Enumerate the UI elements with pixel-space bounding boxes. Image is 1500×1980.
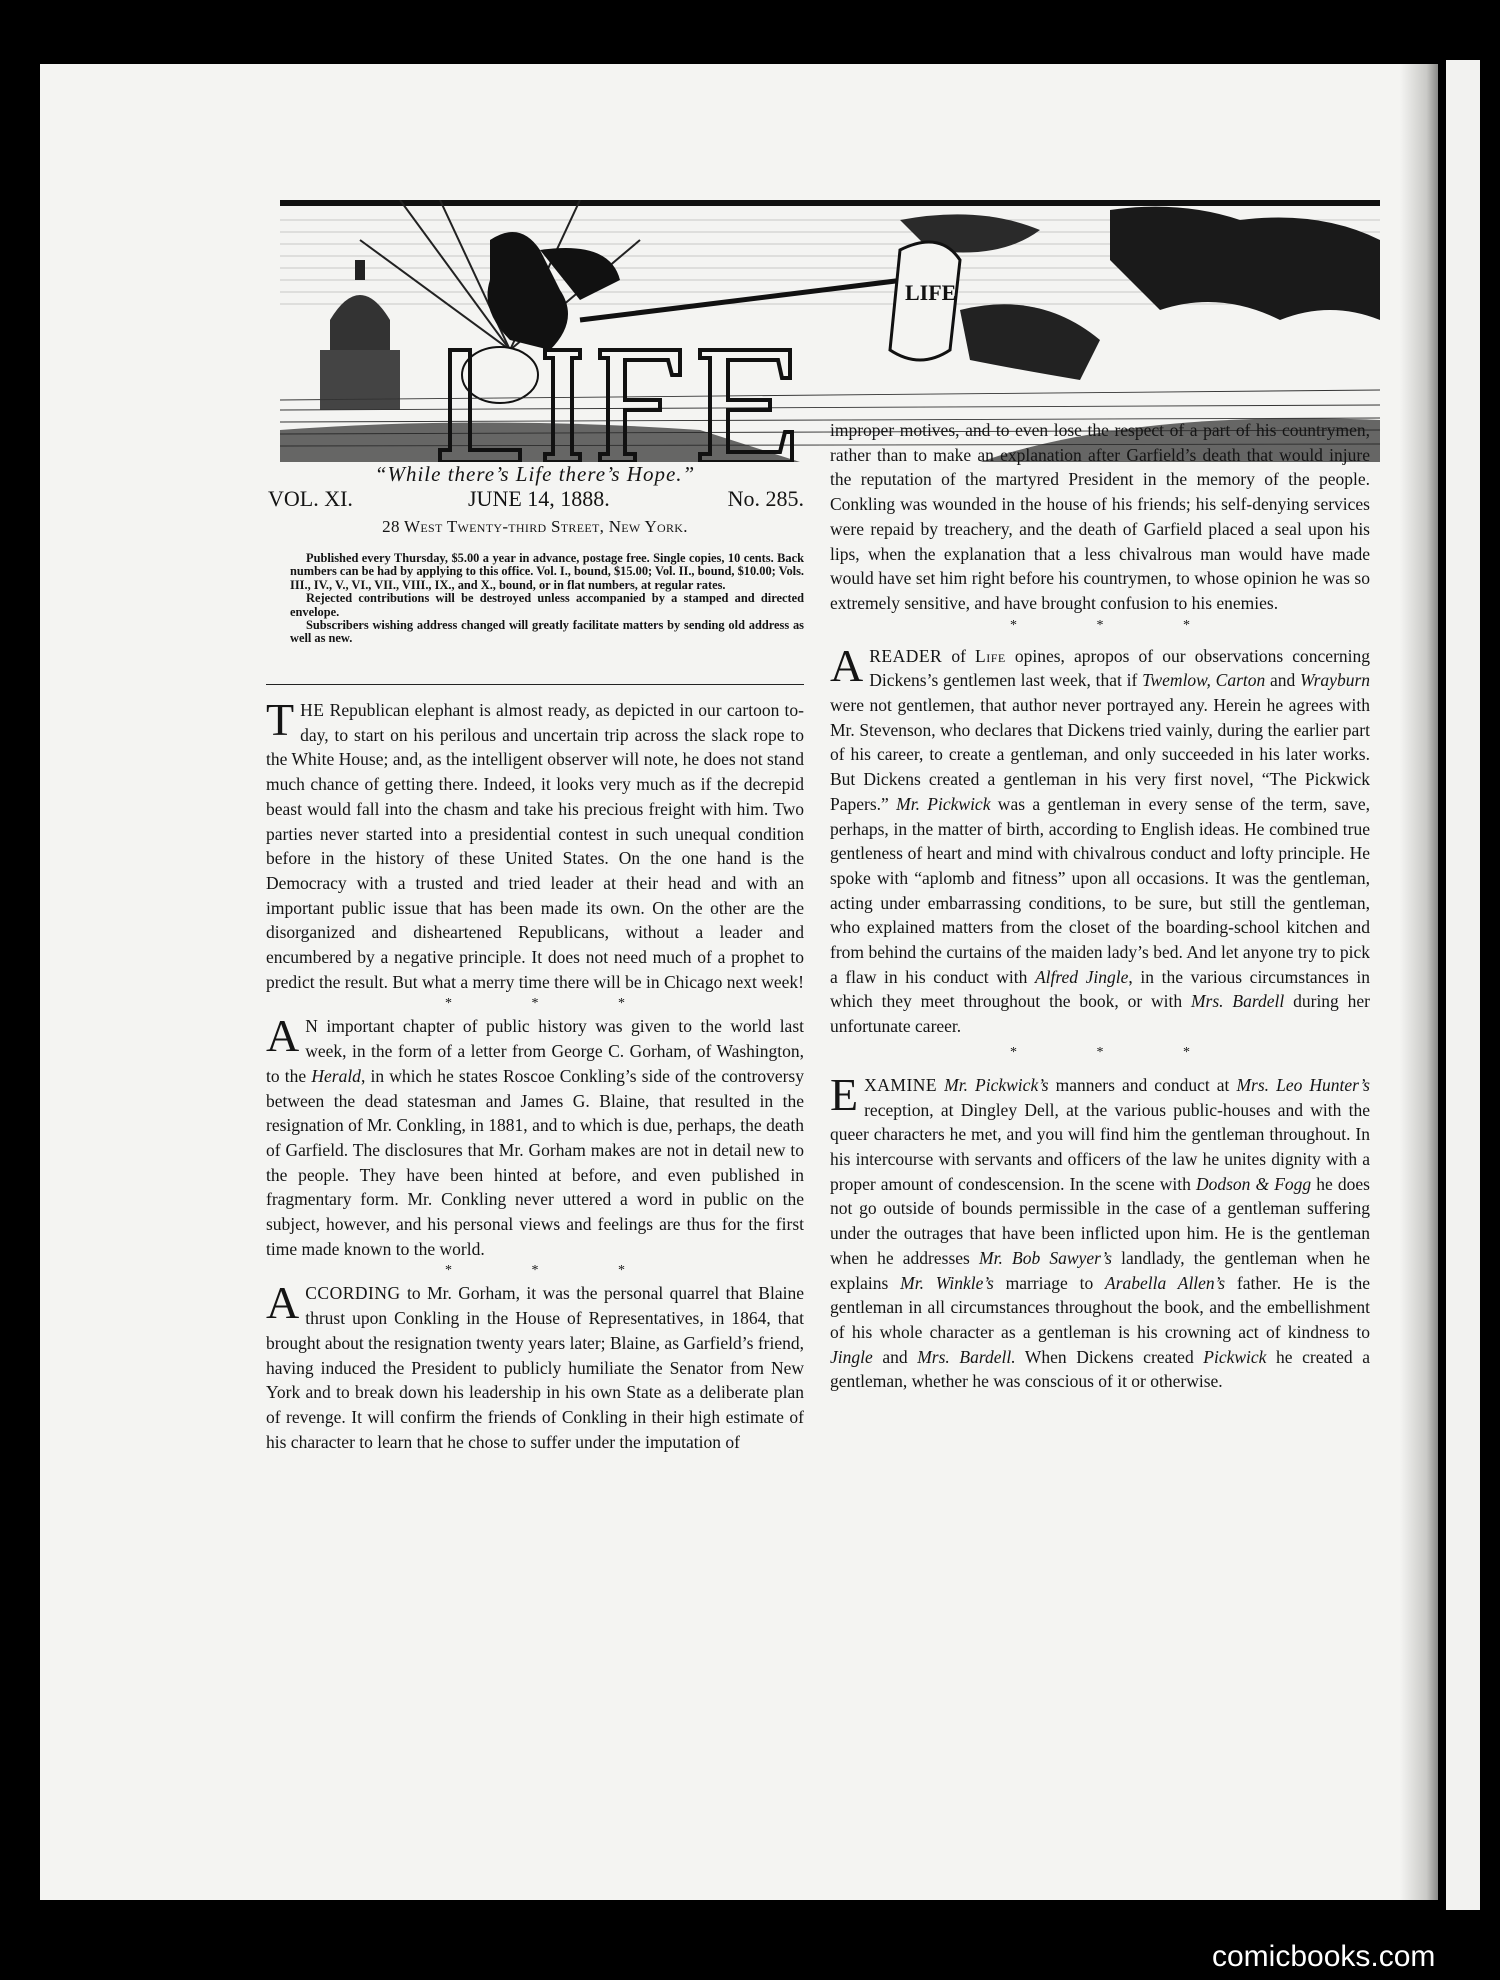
issue-date: JUNE 14, 1888. (468, 486, 610, 511)
notice-address-change: Subscribers wishing address changed will greatly facilitate matters by sending old address as well as new. (290, 618, 804, 646)
section-separator: * * * (445, 996, 663, 1012)
article-gorham-letter: A N important chapter of public history was given to the world last week, in the form of a letter from George C. Gorham, of Washington, to the Herald, in which he states Roscoe Conkling’s side of the controversy between the dead statesman and James G. Blaine, that resulted in the resignation of Mr. Conkling, in 1881, and to which is due, perhaps, the death of Garfield. The disclosures that Mr. Gorham makes are not in detail new to the people. They have been hinted at before, and even published in fragmentary form. Mr. Conkling never uttered a word in public on the subject, however, and his personal views and feelings are thus for the first time made known to the world. (266, 1010, 804, 1259)
next-page-edge (1446, 60, 1480, 1910)
drop-cap: E (830, 1068, 859, 1120)
article-examine-pickwick: EXAMINE Mr. Pickwick’s manners and conduct at Mrs. Leo Hunter’s reception, at Dingley Dell, at the various public-houses and with the queer characters he met, and you will find him the gentleman throughout. In his intercourse with servants and officers of the law he unites dignity with a proper amount of condescension. In the scene with Dodson & Fogg he does not go outside of bounds permissible in the case of a gentleman suffering under the outrages that have been inflicted upon him. He is the gentleman when he addresses Mr. Bob Sawyer’s landlady, the gentleman when he explains Mr. Winkle’s marriage to Arabella Allen’s father. He is the gentleman in all circumstances throughout the book, and the embellishment of his whole character as a gentleman is his crowning act of kindness to Jingle and Mrs. Bardell. When Dickens created Pickwick he created a gentleman, whether he was conscious of it or otherwise. (830, 1068, 1371, 1392)
volume: VOL. XI. (268, 486, 353, 511)
issue-line (268, 486, 804, 516)
source-watermark: comicbooks.com (1212, 1940, 1436, 1973)
drop-cap: A (266, 1010, 300, 1062)
article-elephant: THE Republican elephant is almost ready, as depicted in our cartoon to-day, to start on his perilous and uncertain trip across the slack rope to the White House; and, as the intelligent observer will note, he does not stand much chance of getting there. Indeed, it looks very much as if the decrepid beast would fall into the chasm and take his precious freight with him. Two parties never started into a presidential contest in such unequal condition before in the history of these United States. On the one hand is the Democracy with a trusted and tried leader at their head and with an important public issue that has been made its own. On the other are the disorganized and disheartened Republicans, without a leader and encumbered by a negative principle. It does not need much of a prophet to predict the result. But what a merry time there will be in Chicago next week! (266, 694, 804, 992)
drop-cap: A (266, 1277, 300, 1329)
column-rule-left (266, 684, 804, 685)
article-conkling-continued: improper motives, and to even lose the respect of a part of his countrymen, rather than to make an explanation after Garfield’s death that would injure the reputation of the martyred President in the memory of the people. Conkling was wounded in the house of his friends; his self-denying services were repaid by treachery, and the death of Garfield placed a seal upon his lips, when the explanation that a less chivalrous man would have made would have set him right before his countrymen, to whose opinion he was so extremely sensitive, and have brought confusion to his enemies. (830, 420, 1370, 613)
right-column (830, 418, 1370, 1394)
motto: “While there’s Life there’s Hope.” (374, 462, 696, 486)
svg-text:LIFE: LIFE (905, 280, 957, 305)
drop-cap: A (830, 639, 864, 691)
notice-subscription: Published every Thursday, $5.00 a year in advance, postage free. Single copies, 10 cents. Back numbers can be had by applying to this office. Vol. I., bound, $15.00; Vol. II., bound, $10.00; Vols. III., IV., V., VI., VII., VIII., IX., and X., bound, or in flat numbers, at regular rates. (290, 551, 805, 592)
notice-contributions: Rejected contributions will be destroyed unless accompanied by a stamped and directed envelope. (290, 591, 804, 619)
page-gutter-shadow (1400, 64, 1438, 1900)
section-separator: * * * (1010, 617, 1228, 633)
drop-cap: T (266, 694, 295, 745)
left-column (266, 694, 804, 1454)
office-address: 28 West Twenty-third Street, New York. (382, 517, 688, 536)
issue-number: No. 285. (727, 486, 804, 511)
article-dickens-gentlemen: A READER of Life opines, apropos of our observations concerning Dickens’s gentlemen last week, that if Twemlow, Carton and Wrayburn were not gentlemen, that author never portrayed any. Herein he agrees with Mr. Stevenson, who declares that Dickens tried vainly, during the earlier part of his career, to create a gentleman, and only succeeded in his later works. But Dickens created a gentleman in his very first novel, “The Pickwick Papers.” Mr. Pickwick was a gentleman in every sense of the term, save, perhaps, in the matter of birth, according to English ideas. He combined true gentleness of heart and mind with chivalrous conduct and lofty principle. He spoke with “aplomb and fitness” upon all occasions. It was the gentleman, acting under embarrassing conditions, to be sure, but still the gentleman, who explained matters from the closet of the boarding-school kitchen and from behind the curtains of the maiden lady’s bed. And let anyone try to pick a flaw in his conduct with Alfred Jingle, in the various circumstances in which they meet throughout the book, or with Mrs. Bardell during her unfortunate career. (830, 639, 1371, 1037)
section-separator: * * * (1010, 1044, 1228, 1060)
article-conkling-quarrel: ACCORDING to Mr. Gorham, it was the personal quarrel that Blaine thrust upon Conkling in the House of Representatives, in 1864, that brought about the resignation twenty years later; Blaine, as Garfield’s friend, having induced the President to publicly humiliate the Senator from New York and to break down his leadership in his own State as a deliberate plan of revenge. It will confirm the friends of Conkling in their high estimate of his character to learn that he chose to suffer under the imputation of (266, 1277, 804, 1452)
publication-notice (290, 552, 804, 646)
section-separator: * * * (445, 1263, 663, 1279)
